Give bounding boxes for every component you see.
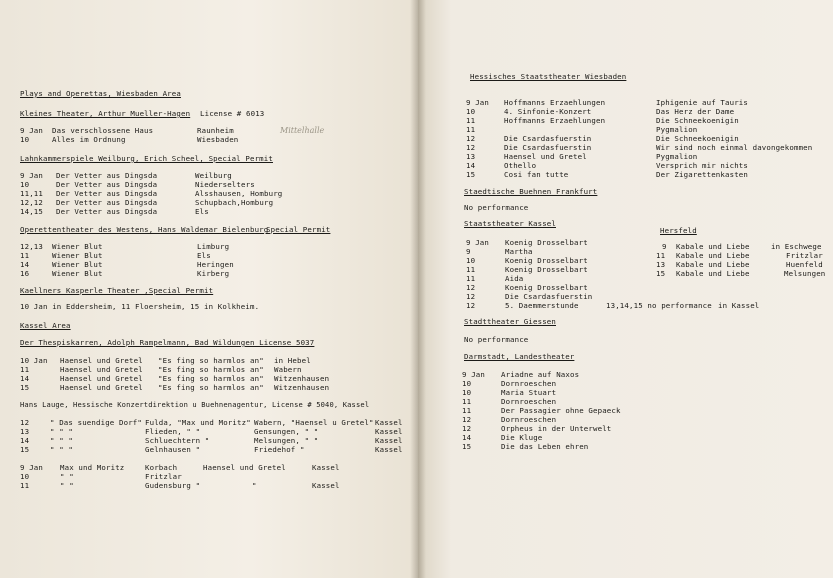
- hl2-date-0: 9 Jan: [20, 463, 43, 472]
- hersfeld-heading: Hersfeld: [660, 226, 697, 235]
- kaellners-heading: Kaellners Kasperle Theater ,Special Permit: [20, 286, 214, 295]
- ks-date-6: 12: [466, 292, 476, 301]
- op-date-2: 14: [20, 260, 30, 269]
- th-play-0: "Es fing so harmlos an": [158, 356, 264, 365]
- op-place-2: Heringen: [197, 260, 234, 269]
- ds-title-7: Die Kluge: [501, 433, 543, 442]
- wb-date-3: 11: [466, 125, 476, 134]
- hl-c2-0: Fulda, "Max und Moritz": [145, 418, 251, 427]
- th-date-3: 15: [20, 383, 30, 392]
- op-title-2: Wiener Blut: [52, 260, 103, 269]
- wb-right-5: Wir sind noch einmal davongekommen: [656, 143, 813, 152]
- ds-date-7: 14: [462, 433, 472, 442]
- lahn-title-2: Der Vetter aus Dingsda: [56, 189, 158, 198]
- ds-date-3: 11: [462, 397, 472, 406]
- wb-date-0: 9 Jan: [466, 98, 489, 107]
- lahn-date-2: 11,11: [20, 189, 43, 198]
- hl2-c2-2: Gudensburg ": [145, 481, 201, 490]
- ks-date-7: 12: [466, 301, 476, 310]
- wb-right-8: Der Zigarettenkasten: [656, 170, 748, 179]
- ks-note: 13,14,15 no performance: [606, 301, 712, 310]
- hl-c1-1: " " ": [50, 427, 73, 436]
- ks-date-4: 11: [466, 274, 476, 283]
- lahn-place-4: Els: [195, 207, 209, 216]
- frankfurt-heading: Staedtische Buehnen Frankfurt: [464, 187, 598, 196]
- ds-title-1: Dornroeschen: [501, 379, 557, 388]
- kassel-heading: Staatstheater Kassel: [464, 219, 556, 228]
- darmstadt-heading: Darmstadt, Landestheater: [464, 352, 575, 361]
- hl-date-2: 14: [20, 436, 30, 445]
- lahn-date-4: 14,15: [20, 207, 43, 216]
- wb-right-1: Das Herz der Dame: [656, 107, 735, 116]
- right-page: [418, 0, 833, 578]
- kleines-heading: Kleines Theater, Arthur Mueller-Hagen: [20, 109, 191, 118]
- ks-title-6: Die Csardasfuerstin: [505, 292, 593, 301]
- ks-title-2: Koenig Drosselbart: [505, 256, 588, 265]
- kaellners-text: 10 Jan in Eddersheim, 11 Floersheim, 15 in Kolkheim.: [20, 302, 260, 311]
- kleines-license: License # 6013: [200, 109, 265, 118]
- op-place-1: Els: [197, 251, 211, 260]
- hl-c3-2: Melsungen, " ": [254, 436, 319, 445]
- ks-title-0: Koenig Drosselbart: [505, 238, 588, 247]
- kassel-area-heading: Kassel Area: [20, 321, 71, 330]
- ds-title-3: Dornroeschen: [501, 397, 557, 406]
- hf-place-3: Melsungen: [784, 269, 826, 278]
- op-date-1: 11: [20, 251, 30, 260]
- hl2-c4-2: Kassel: [312, 481, 340, 490]
- hl-c2-1: Flieden, " ": [145, 427, 201, 436]
- hf-title-0: Kabale und Liebe: [676, 242, 750, 251]
- op-title-3: Wiener Blut: [52, 269, 103, 278]
- ds-title-4: Der Passagier ohne Gepaeck: [501, 406, 621, 415]
- wb-date-2: 11: [466, 116, 476, 125]
- giessen-heading: Stadttheater Giessen: [464, 317, 556, 326]
- handwritten-stamp: Mittelhalle: [280, 126, 325, 135]
- wb-date-1: 10: [466, 107, 476, 116]
- hf-date-2: 13: [656, 260, 666, 269]
- op-title-1: Wiener Blut: [52, 251, 103, 260]
- ds-date-5: 12: [462, 415, 472, 424]
- ds-title-0: Ariadne auf Naxos: [501, 370, 580, 379]
- wiesbaden-heading: Hessisches Staatstheater Wiesbaden: [470, 72, 627, 81]
- ds-date-6: 12: [462, 424, 472, 433]
- hf-date-0: 9: [662, 242, 667, 251]
- op-place-3: Kirberg: [197, 269, 230, 278]
- hl2-c1-1: " ": [60, 472, 74, 481]
- giessen-text: No performance: [464, 335, 529, 344]
- wb-left-8: Cosi fan tutte: [504, 170, 569, 179]
- hl-c3-1: Gensungen, " ": [254, 427, 319, 436]
- frankfurt-text: No performance: [464, 203, 529, 212]
- ks-date-5: 12: [466, 283, 476, 292]
- th-place-1: Wabern: [274, 365, 302, 374]
- ks-title-1: Martha: [505, 247, 533, 256]
- hl2-c2-1: Fritzlar: [145, 472, 182, 481]
- op-title-0: Wiener Blut: [52, 242, 103, 251]
- wb-right-6: Pygmalion: [656, 152, 698, 161]
- hl-date-1: 13: [20, 427, 30, 436]
- ds-title-6: Orpheus in der Unterwelt: [501, 424, 612, 433]
- lahn-title-1: Der Vetter aus Dingsda: [56, 180, 158, 189]
- wb-right-2: Die Schneekoenigin: [656, 116, 739, 125]
- hans-lauge-heading: Hans Lauge, Hessische Konzertdirektion u Buehnenagentur, License # 5040, Kassel: [20, 400, 370, 409]
- lahn-title-4: Der Vetter aus Dingsda: [56, 207, 158, 216]
- hl2-c3-0: Haensel und Gretel: [203, 463, 286, 472]
- lahn-date-0: 9 Jan: [20, 171, 43, 180]
- hl-c4-3: Kassel: [375, 445, 403, 454]
- wb-date-6: 13: [466, 152, 476, 161]
- ks-date-0: 9 Jan: [466, 238, 489, 247]
- hl2-date-1: 10: [20, 472, 30, 481]
- hl-c1-2: " " ": [50, 436, 73, 445]
- kleines-title-1: Alles im Ordnung: [52, 135, 126, 144]
- th-date-2: 14: [20, 374, 30, 383]
- wb-left-7: Othello: [504, 161, 537, 170]
- th-play-3: "Es fing so harmlos an": [158, 383, 264, 392]
- hf-place-1: Fritzlar: [786, 251, 823, 260]
- lahn-title-3: Der Vetter aus Dingsda: [56, 198, 158, 207]
- hl-c2-2: Schluechtern ": [145, 436, 210, 445]
- wb-right-7: Versprich mir nichts: [656, 161, 748, 170]
- lahnkammer-heading: Lahnkammerspiele Weilburg, Erich Scheel, Special Permit: [20, 154, 273, 163]
- th-place-0: in Hebel: [274, 356, 311, 365]
- wb-right-0: Iphigenie auf Tauris: [656, 98, 748, 107]
- kleines-date-0: 9 Jan: [20, 126, 43, 135]
- wb-left-0: Hoffmanns Erzaehlungen: [504, 98, 606, 107]
- hf-date-1: 11: [656, 251, 666, 260]
- ds-date-0: 9 Jan: [462, 370, 485, 379]
- hl2-c1-2: " ": [60, 481, 74, 490]
- wb-left-6: Haensel und Gretel: [504, 152, 587, 161]
- ds-title-8: Die das Leben ehren: [501, 442, 589, 451]
- wb-left-2: Hoffmanns Erzaehlungen: [504, 116, 606, 125]
- hl-date-0: 12: [20, 418, 30, 427]
- hl2-c3-2: ": [252, 481, 257, 490]
- lahn-date-1: 10: [20, 180, 30, 189]
- op-date-3: 16: [20, 269, 30, 278]
- hl-c4-0: Kassel: [375, 418, 403, 427]
- hl-c4-1: Kassel: [375, 427, 403, 436]
- left-page-title: Plays and Operettas, Wiesbaden Area: [20, 89, 181, 98]
- ks-date-2: 10: [466, 256, 476, 265]
- op-date-0: 12,13: [20, 242, 43, 251]
- wb-right-4: Die Schneekoenigin: [656, 134, 739, 143]
- lahn-title-0: Der Vetter aus Dingsda: [56, 171, 158, 180]
- hl-c1-0: " Das suendige Dorf": [50, 418, 142, 427]
- ds-date-4: 11: [462, 406, 472, 415]
- book-gutter: [410, 0, 426, 578]
- ks-title-7: 5. Daemmerstunde: [505, 301, 579, 310]
- operetten-heading: Operettentheater des Westens, Hans Waldemar Bielenburg: [20, 225, 269, 234]
- ds-date-2: 10: [462, 388, 472, 397]
- hf-place-0: in Eschwege: [771, 242, 822, 251]
- hf-title-1: Kabale und Liebe: [676, 251, 750, 260]
- hl2-c1-0: Max und Moritz: [60, 463, 125, 472]
- wb-date-7: 14: [466, 161, 476, 170]
- th-play-2: "Es fing so harmlos an": [158, 374, 264, 383]
- wb-date-5: 12: [466, 143, 476, 152]
- th-place-2: Witzenhausen: [274, 374, 330, 383]
- lahn-place-2: Alsshausen, Homburg: [195, 189, 283, 198]
- hl-c1-3: " " ": [50, 445, 73, 454]
- wb-left-5: Die Csardasfuerstin: [504, 143, 592, 152]
- hl2-c2-0: Korbach: [145, 463, 178, 472]
- wb-date-4: 12: [466, 134, 476, 143]
- th-place-3: Witzenhausen: [274, 383, 330, 392]
- lahn-place-1: Niederselters: [195, 180, 255, 189]
- hl2-date-2: 11: [20, 481, 30, 490]
- lahn-place-3: Schupbach,Homburg: [195, 198, 274, 207]
- lahn-place-0: Weilburg: [195, 171, 232, 180]
- kleines-date-1: 10: [20, 135, 30, 144]
- ds-date-8: 15: [462, 442, 472, 451]
- ks-title-3: Koenig Drosselbart: [505, 265, 588, 274]
- th-date-1: 11: [20, 365, 30, 374]
- hf-place-2: Huenfeld: [786, 260, 823, 269]
- hl-c2-3: Gelnhausen ": [145, 445, 201, 454]
- hl-c3-0: Wabern, "Haensel u Gretel": [254, 418, 374, 427]
- th-title-2: Haensel und Gretel: [60, 374, 143, 383]
- ks-note-place: in Kassel: [718, 301, 760, 310]
- hl-date-3: 15: [20, 445, 30, 454]
- ks-title-4: Aida: [505, 274, 524, 283]
- ks-title-5: Koenig Drosselbart: [505, 283, 588, 292]
- ds-title-5: Dornroeschen: [501, 415, 557, 424]
- hl-c4-2: Kassel: [375, 436, 403, 445]
- th-title-0: Haensel und Gretel: [60, 356, 143, 365]
- hf-title-2: Kabale und Liebe: [676, 260, 750, 269]
- ks-date-3: 11: [466, 265, 476, 274]
- operetten-permit: Special Permit: [266, 225, 331, 234]
- wb-date-8: 15: [466, 170, 476, 179]
- wb-left-4: Die Csardasfuerstin: [504, 134, 592, 143]
- lahn-date-3: 12,12: [20, 198, 43, 207]
- hf-date-3: 15: [656, 269, 666, 278]
- hf-title-3: Kabale und Liebe: [676, 269, 750, 278]
- th-title-1: Haensel und Gretel: [60, 365, 143, 374]
- wb-left-1: 4. Sinfonie-Konzert: [504, 107, 592, 116]
- ds-title-2: Maria Stuart: [501, 388, 557, 397]
- thespis-heading: Der Thespiskarren, Adolph Rampelmann, Bad Wildungen License 5037: [20, 338, 315, 347]
- th-title-3: Haensel und Gretel: [60, 383, 143, 392]
- kleines-title-0: Das verschlossene Haus: [52, 126, 154, 135]
- th-date-0: 10 Jan: [20, 356, 48, 365]
- ds-date-1: 10: [462, 379, 472, 388]
- ks-date-1: 9: [466, 247, 471, 256]
- wb-right-3: Pygmalion: [656, 125, 698, 134]
- th-play-1: "Es fing so harmlos an": [158, 365, 264, 374]
- kleines-place-0: Raunheim: [197, 126, 234, 135]
- kleines-place-1: Wiesbaden: [197, 135, 239, 144]
- hl-c3-3: Friedehof ": [254, 445, 305, 454]
- op-place-0: Limburg: [197, 242, 230, 251]
- hl2-c4-0: Kassel: [312, 463, 340, 472]
